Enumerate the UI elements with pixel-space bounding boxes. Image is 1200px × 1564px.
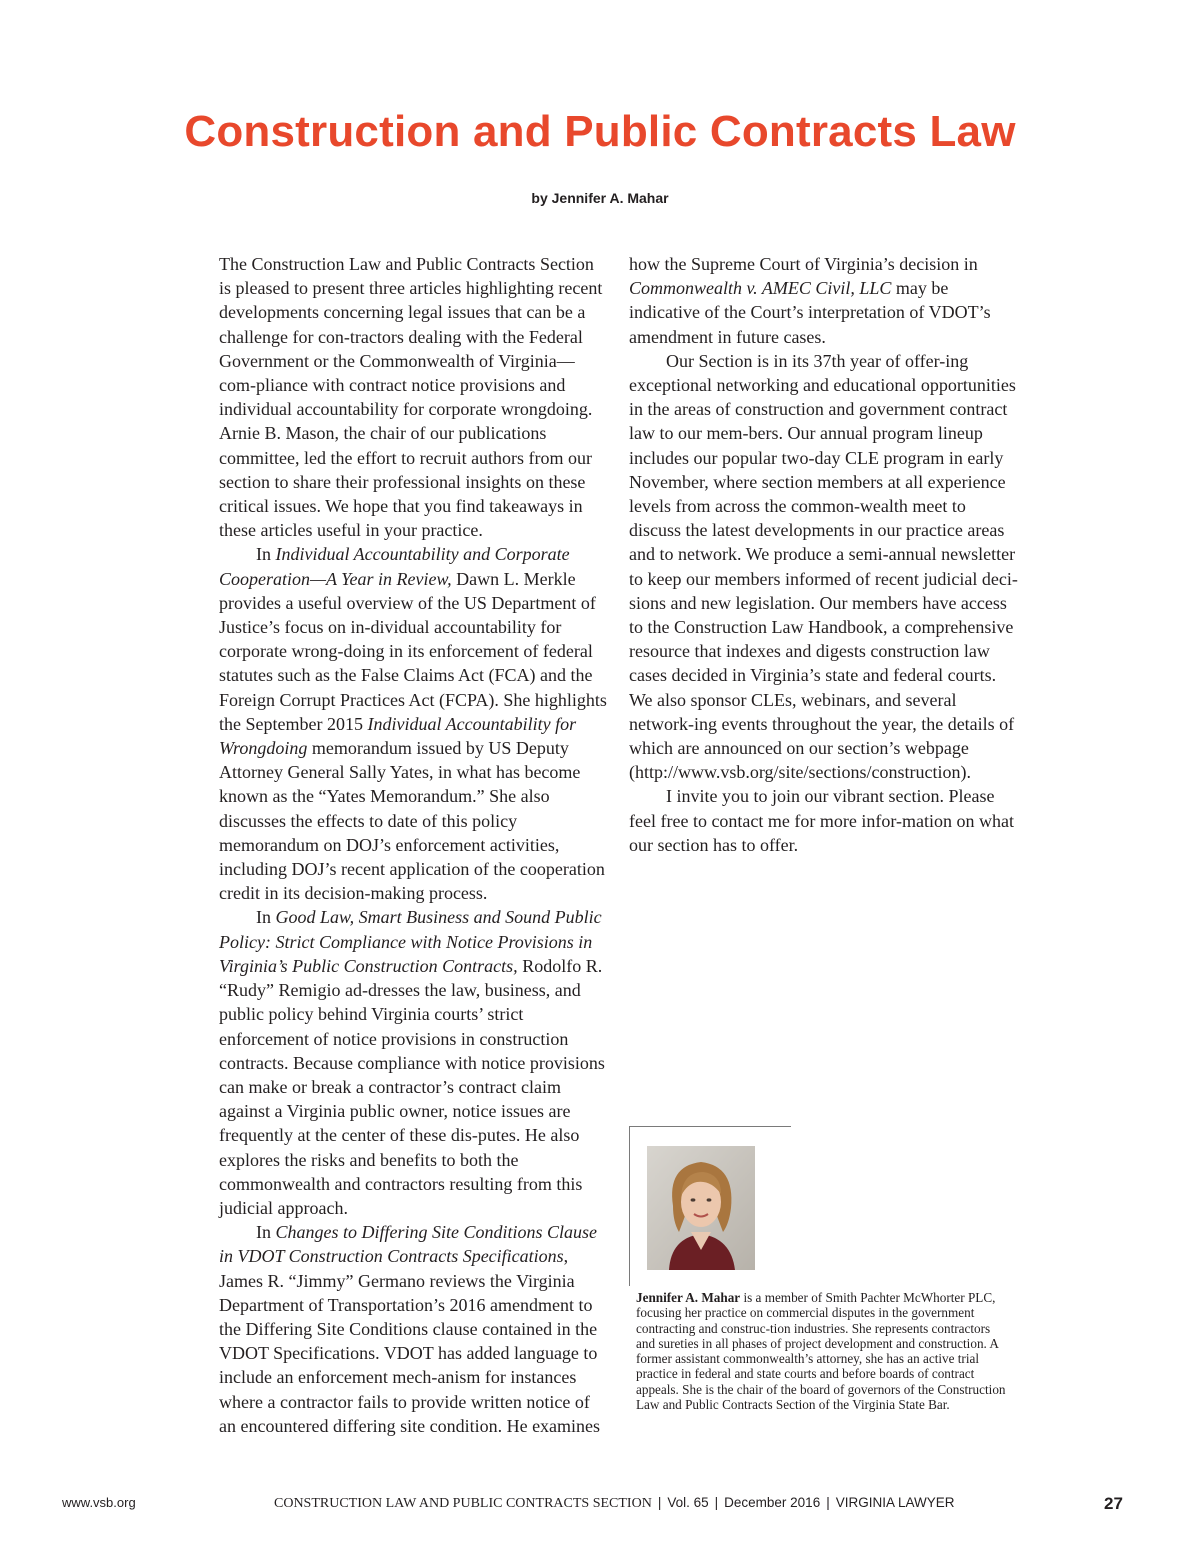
paragraph-intro: The Construction Law and Public Contracts Section is pleased to present three articles highlighting recent developments concerning legal issues that can be a challenge for con-tractors dealing with the Federal Government or the Commonwealth of Virginia—com-pliance with contract notice provisions and individual accountability for corporate wrongdoing. Arnie B. Mason, the chair of our publications committee, led the effort to recruit authors from our section to share their professional insights on these critical issues. We hope that you find takeaways in these articles useful in your practice. <box>219 254 603 541</box>
footer-date: December 2016 <box>724 1495 821 1510</box>
author-bio: Jennifer A. Mahar is a member of Smith Pachter McWhorter PLC, focusing her practice on commercial disputes in the government contracting and construc-tion industries. She represents contractors and sureties in all phases of project development and construction. A former assistant commonwealth’s attorney, she has an active trial practice in federal and state courts and before boards of contract appeals. She is the chair of the board of governors of the Construction Law and Public Contracts Section of the Virginia State Bar. <box>636 1290 1006 1413</box>
paragraph-section-info: Our Section is in its 37th year of offer-ing exceptional networking and educational opportunities in the areas of construction and government contract law to our mem-bers. Our annual program lineup includes our popular two-day CLE program in early November, where section members at all experience levels from across the common-wealth meet to discuss the latest developments in our practice areas and to network. We produce a semi-annual newsletter to keep our members informed of recent judicial deci-sions and new legislation. Our members have access to the Construction Law Handbook, a comprehensive resource that indexes and digests construction law cases decided in Virginia’s state and federal courts. We also sponsor CLEs, webinars, and several network-ing events throughout the year, the details of which are announced on our section’s webpage (http://www.vsb.org/site/sections/construction). <box>629 350 1018 783</box>
photo-frame-rule-horizontal <box>629 1126 791 1127</box>
footer-running-title <box>274 1494 955 1513</box>
memo-title: Individual Accountability for Wrongdoing <box>219 713 577 759</box>
paragraph-germano: In Changes to Differing Site Conditions Clause in VDOT Construction Contracts Specifications, James R. “Jimmy” Germano reviews the Virginia Department of Transportation’s 2016 amendment to the Differing Site Conditions clause contained in the VDOT Specifications. VDOT has added language to include an enforcement mech-anism for instances where a contractor fails to provide written notice of an encountered differing site condition. He examines <box>219 1222 601 1436</box>
footer-publication: VIRGINIA LAWYER <box>835 1495 955 1510</box>
article-title-merkle: Individual Accountability and Corporate Cooperation—A Year in Review, <box>219 544 570 589</box>
byline: by Jennifer A. Mahar <box>531 190 669 206</box>
article-title: Construction and Public Contracts Law <box>184 107 1016 156</box>
footer-separator: | <box>657 1495 662 1510</box>
article-column-left <box>219 252 609 1438</box>
article-column-right <box>629 252 1021 857</box>
footer-separator: | <box>714 1495 719 1510</box>
footer-volume: Vol. 65 <box>667 1495 709 1510</box>
author-photo <box>647 1146 755 1270</box>
footer-url: www.vsb.org <box>62 1495 136 1510</box>
footer-separator: | <box>826 1495 830 1510</box>
page-number: 27 <box>1104 1494 1123 1513</box>
paragraph-germano: how the Supreme Court of Virginia’s decision in Commonwealth v. AMEC Civil, LLC may be indicative of the Court’s interpretation of VDOT’s amendment in future cases. <box>629 254 991 347</box>
article-title-germano: Changes to Differing Site Conditions Clause in VDOT Construction Contracts Specifications <box>219 1222 598 1267</box>
photo-frame-rule-vertical <box>629 1126 630 1286</box>
paragraph-remigio: In Good Law, Smart Business and Sound Public Policy: Strict Compliance with Notice Provisions in Virginia’s Public Construction Contracts, Rodolfo R. “Rudy” Remigio ad-dresses the law, business, and public policy behind Virginia courts’ strict enforcement of notice provisions in construction contracts. Because compliance with notice provisions can make or break a contractor’s contract claim against a Virginia public owner, notice issues are frequently at the center of these dis-putes. He also explores the risks and benefits to both the commonwealth and contractors resulting from this judicial approach. <box>219 907 605 1218</box>
article-title-remigio: Good Law, Smart Business and Sound Public Policy: Strict Compliance with Notice Provisions in Virginia’s Public Construction Contracts, <box>219 907 602 976</box>
paragraph-merkle: In Individual Accountability and Corporate Cooperation—A Year in Review, Dawn L. Merkle provides a useful overview of the US Department of Justice’s focus on in-dividual accountability for corporate wrong-doing in its enforcement of federal statutes such as the False Claims Act (FCA) and the Foreign Corrupt Practices Act (FCPA). She highlights the September 2015 Individual Accountability for Wrongdoing memorandum issued by US Deputy Attorney General Sally Yates, in what has become known as the “Yates Memorandum.” She also discusses the effects to date of this policy memorandum on DOJ’s enforcement activities, including DOJ’s recent application of the cooperation credit in its decision-making process. <box>219 544 607 904</box>
author-name: Jennifer A. Mahar <box>636 1290 741 1305</box>
paragraph-invitation: I invite you to join our vibrant section. Please feel free to contact me for more infor-mation on what our section has to offer. <box>629 786 1014 855</box>
case-name: Commonwealth v. AMEC Civil, LLC <box>629 278 892 299</box>
footer-section: CONSTRUCTION LAW AND PUBLIC CONTRACTS SECTION <box>274 1496 652 1511</box>
